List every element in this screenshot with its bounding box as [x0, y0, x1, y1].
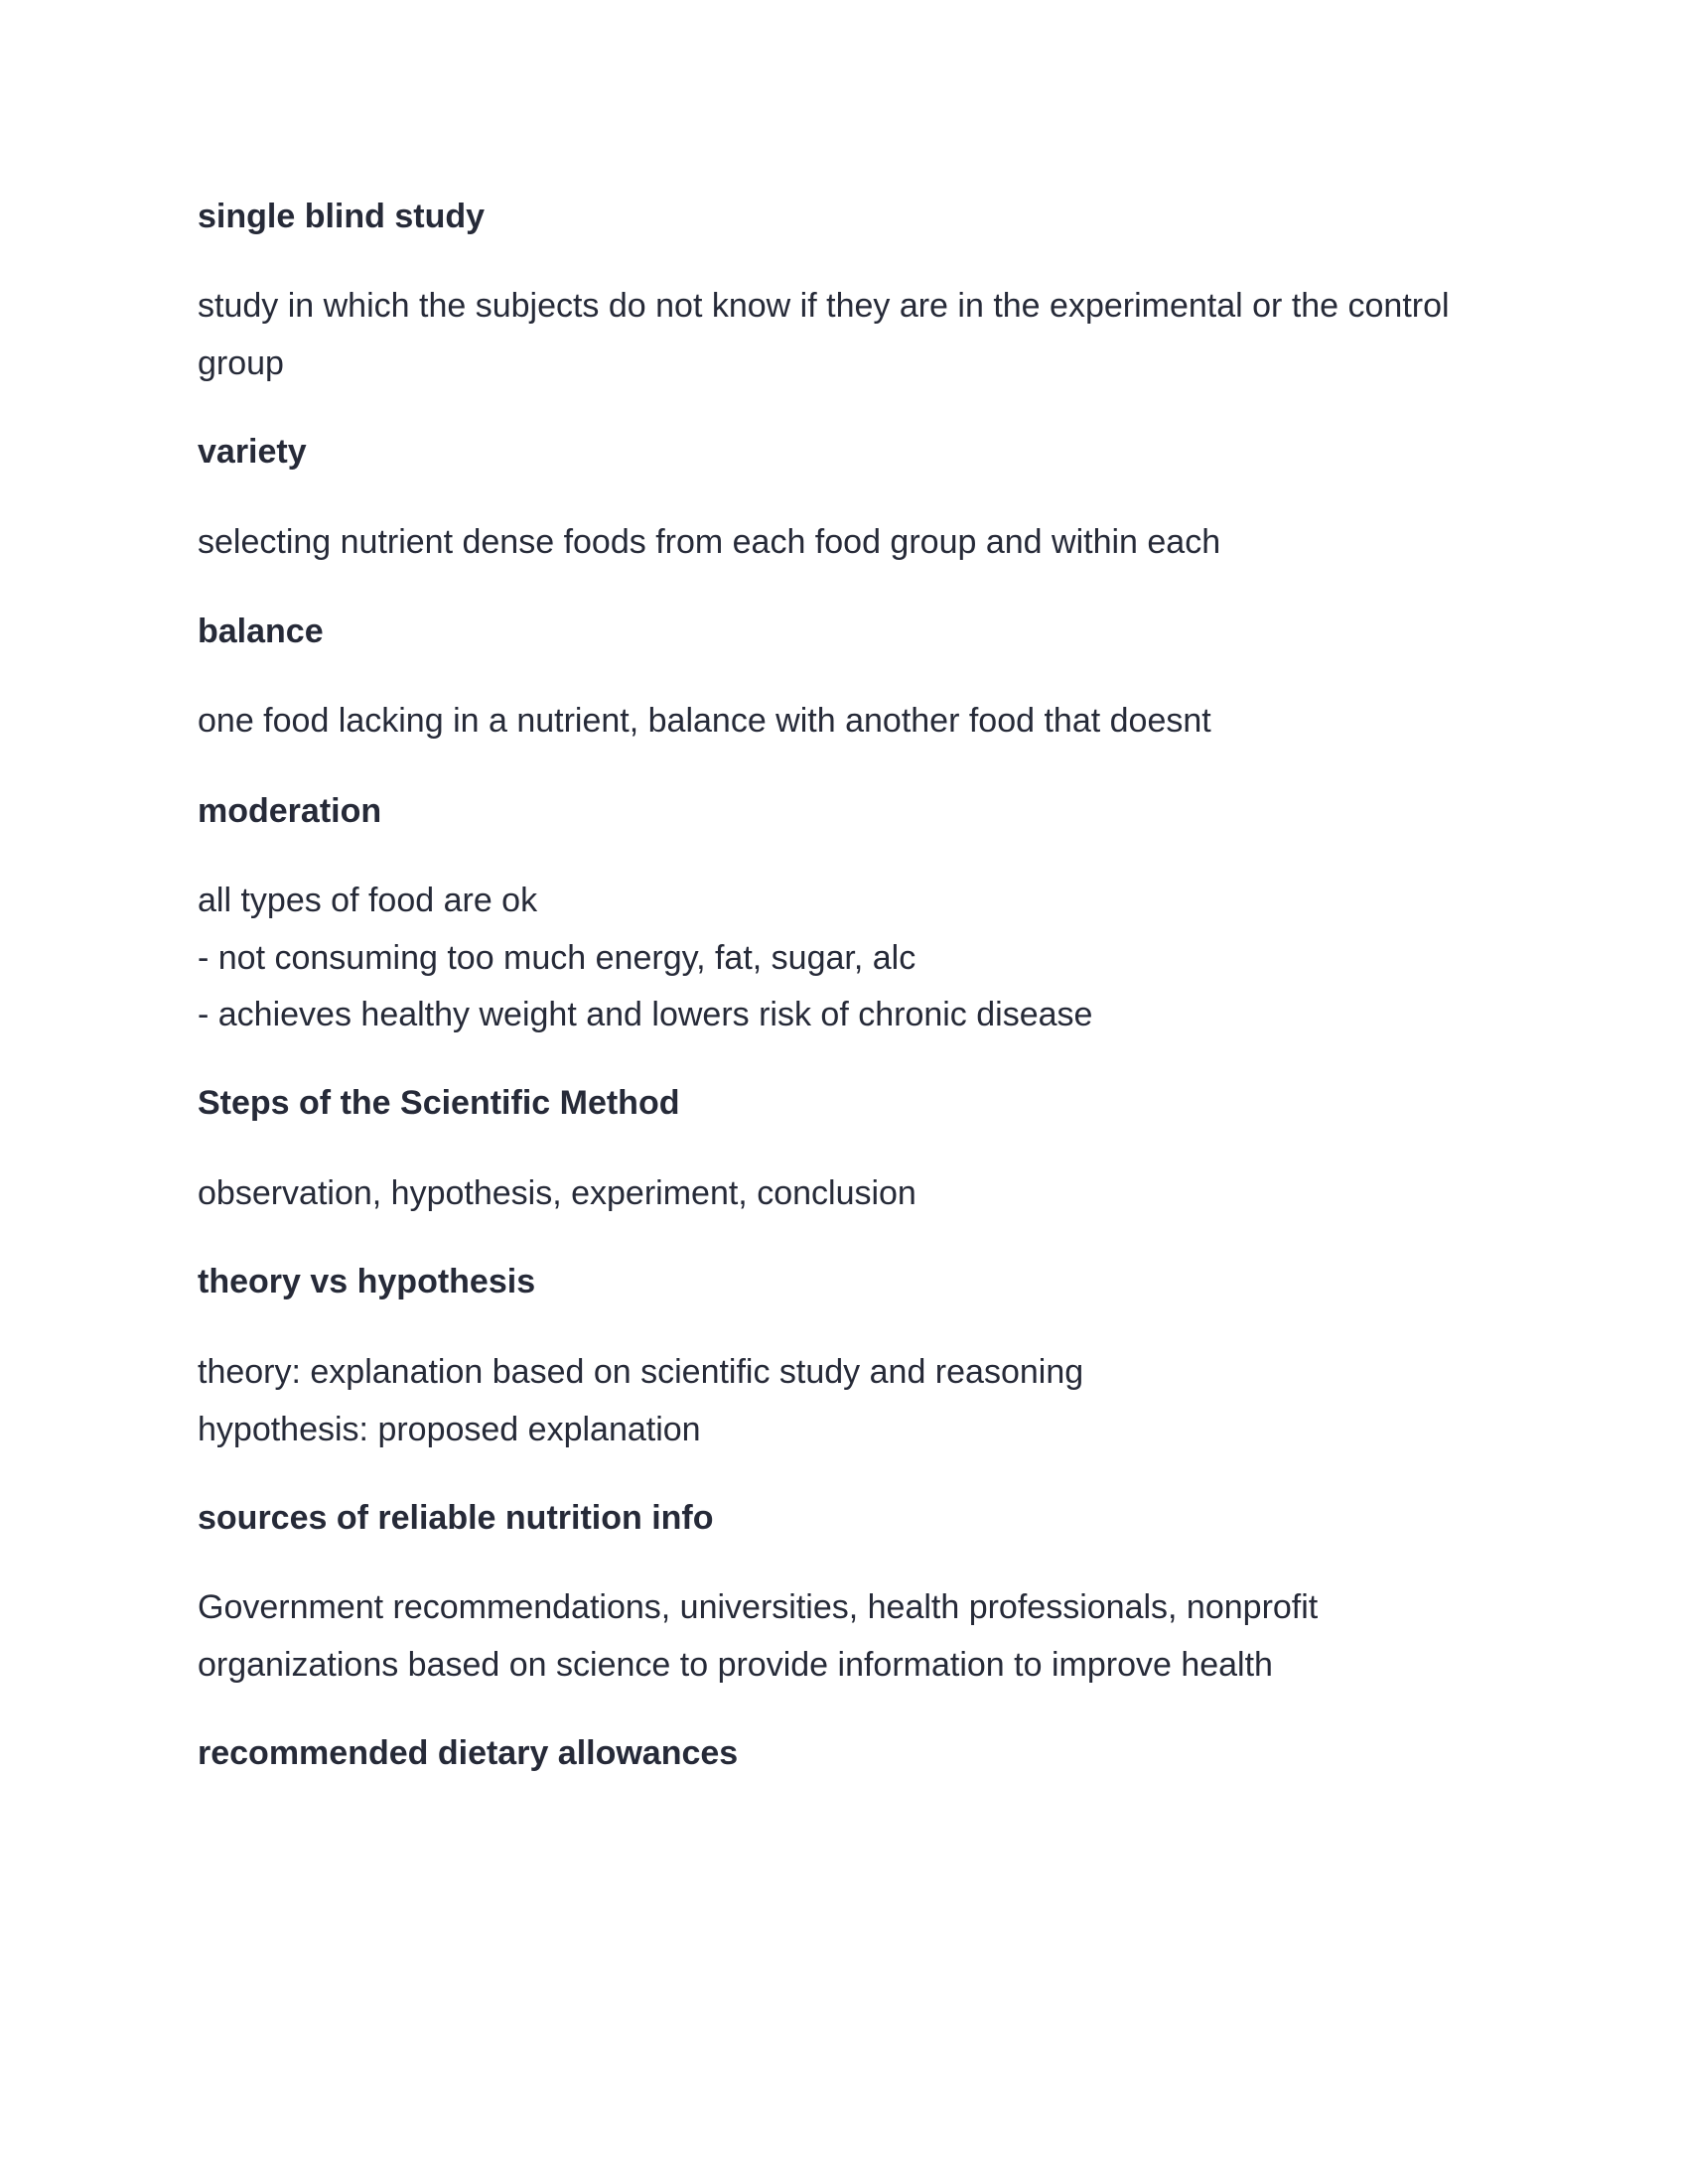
- term-heading: theory vs hypothesis: [198, 1263, 536, 1300]
- document-page: [198, 0, 1508, 2184]
- definition-line: group: [198, 343, 284, 382]
- term-heading: Steps of the Scientific Method: [198, 1084, 680, 1122]
- definition-line: - achieves healthy weight and lowers risk of chronic disease: [198, 996, 1093, 1033]
- term-definition: [198, 514, 1220, 572]
- term-heading: single blind study: [198, 198, 486, 235]
- term-heading: moderation: [198, 792, 382, 830]
- definition-line: organizations based on science to provide information to improve health: [198, 1645, 1273, 1684]
- term-heading: recommended dietary allowances: [198, 1734, 739, 1772]
- definition-line: selecting nutrient dense foods from each food group and within each: [198, 523, 1221, 561]
- definition-line: Government recommendations, universities, health professionals, nonprofit: [198, 1588, 1319, 1626]
- definition-line: hypothesis: proposed explanation: [198, 1410, 701, 1448]
- term-definition: [198, 1165, 916, 1223]
- term-heading: sources of reliable nutrition info: [198, 1499, 714, 1537]
- definition-line: observation, hypothesis, experiment, conclusion: [198, 1174, 916, 1212]
- term-definition: [198, 278, 1450, 392]
- definition-line: - not consuming too much energy, fat, sugar, alc: [198, 938, 916, 977]
- definition-line: one food lacking in a nutrient, balance with another food that doesnt: [198, 702, 1211, 740]
- definition-line: study in which the subjects do not know if they are in the experimental or the control: [198, 287, 1450, 325]
- term-definition: [198, 1579, 1318, 1694]
- definition-line: all types of food are ok: [198, 882, 538, 919]
- term-definition: [198, 693, 1211, 751]
- term-heading: balance: [198, 613, 324, 650]
- term-definition: [198, 1344, 1083, 1458]
- definition-line: theory: explanation based on scientific study and reasoning: [198, 1353, 1084, 1391]
- term-heading: variety: [198, 433, 307, 471]
- term-definition: [198, 873, 1092, 1044]
